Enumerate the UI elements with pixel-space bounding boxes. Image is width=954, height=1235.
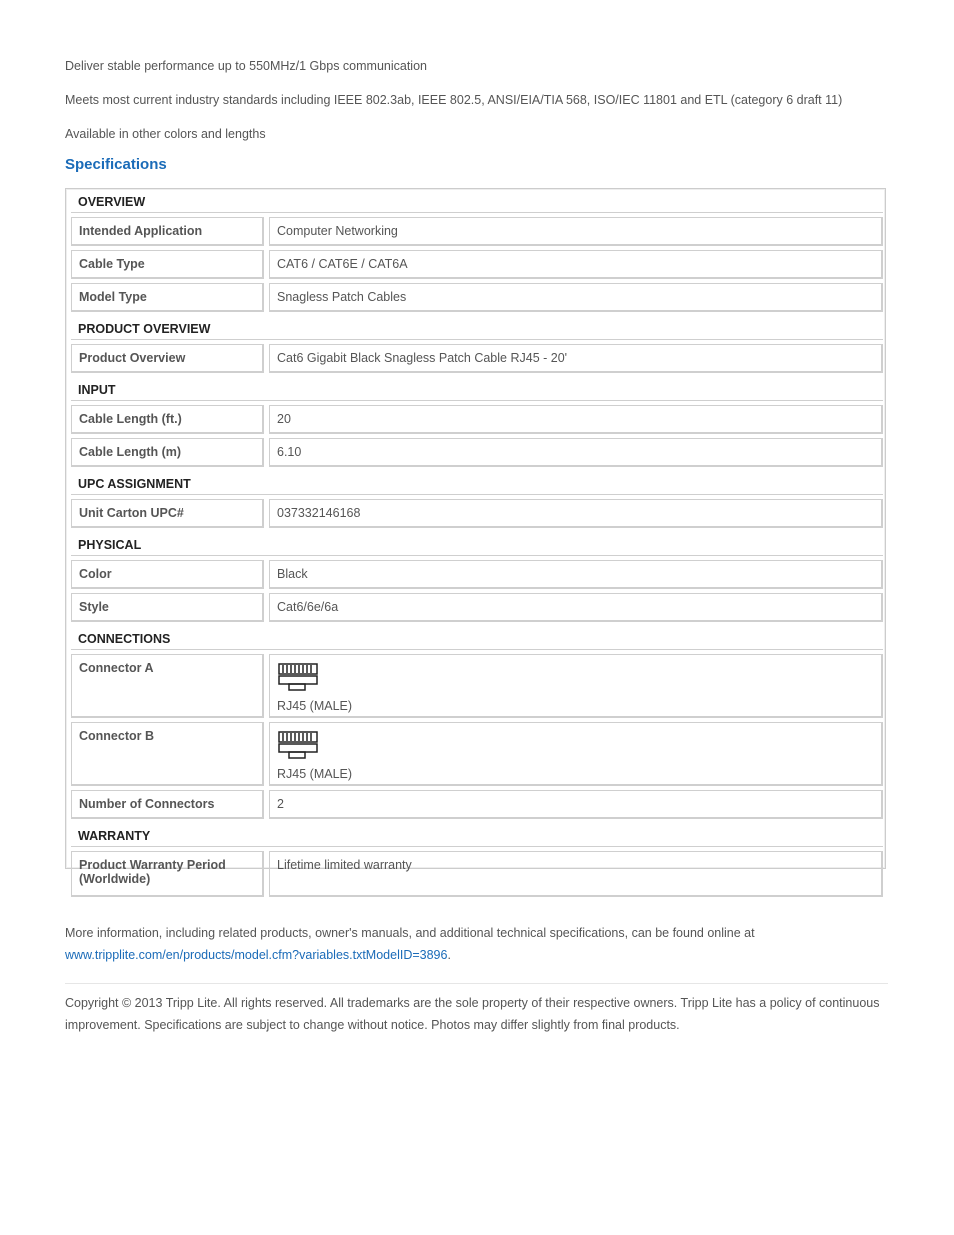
spec-row <box>71 217 883 246</box>
spec-label: Number of Connectors <box>71 790 264 819</box>
spec-label: Style <box>71 593 264 622</box>
spec-value: 6.10 <box>269 438 883 467</box>
spec-value: CAT6 / CAT6E / CAT6A <box>269 250 883 279</box>
spec-row <box>71 283 883 312</box>
section-physical: PHYSICAL <box>71 532 883 556</box>
spec-row <box>71 250 883 279</box>
spec-label: Intended Application <box>71 217 264 246</box>
spec-label: Unit Carton UPC# <box>71 499 264 528</box>
spec-value: Snagless Patch Cables <box>269 283 883 312</box>
intro-line-standards: Meets most current industry standards including IEEE 802.3ab, IEEE 802.5, ANSI/EIA/TIA 568, ISO/IEC 11801 and ETL (category 6 draft 11) <box>65 93 843 107</box>
section-input: INPUT <box>71 377 883 401</box>
section-warranty: WARRANTY <box>71 823 883 847</box>
spec-value: 2 <box>269 790 883 819</box>
spec-row-connector-b <box>71 722 883 786</box>
spec-label: Cable Length (m) <box>71 438 264 467</box>
product-page-link[interactable]: www.tripplite.com/en/products/model.cfm?variables.txtModelID=3896 <box>65 948 448 962</box>
more-information-period: . <box>447 948 451 962</box>
spec-value: Computer Networking <box>269 217 883 246</box>
spec-row <box>71 560 883 589</box>
connector-a-value: RJ45 (MALE) <box>277 699 353 713</box>
rj45-connector-icon <box>277 730 319 764</box>
spec-row <box>71 790 883 819</box>
section-overview: OVERVIEW <box>71 189 883 213</box>
section-product-overview: PRODUCT OVERVIEW <box>71 316 883 340</box>
intro-line-performance: Deliver stable performance up to 550MHz/1 Gbps communication <box>65 59 427 73</box>
spec-row <box>71 344 883 373</box>
spec-row <box>71 593 883 622</box>
copyright-notice: Copyright © 2013 Tripp Lite. All rights reserved. All trademarks are the sole property of their respective owners. Tripp Lite has a policy of continuous improvement. Specifications are subject to change without notice. Photos may differ slightly from final products. <box>65 996 880 1032</box>
specifications-heading: Specifications <box>65 156 167 173</box>
section-upc-assignment: UPC ASSIGNMENT <box>71 471 883 495</box>
spec-value: Cat6/6e/6a <box>269 593 883 622</box>
more-information-text: More information, including related products, owner's manuals, and additional technical specifications, can be found online at <box>65 926 755 940</box>
divider <box>65 983 888 984</box>
spec-row <box>71 438 883 467</box>
intro-line-availability: Available in other colors and lengths <box>65 127 266 141</box>
spec-row-connector-a <box>71 654 883 718</box>
spec-label: Color <box>71 560 264 589</box>
spec-value: Black <box>269 560 883 589</box>
spec-label: Connector A <box>71 654 264 718</box>
spec-value: 20 <box>269 405 883 434</box>
section-connections: CONNECTIONS <box>71 626 883 650</box>
spec-row <box>71 499 883 528</box>
rj45-connector-icon <box>277 662 319 696</box>
spec-value <box>269 722 883 786</box>
spec-label: Product Overview <box>71 344 264 373</box>
connector-b-value: RJ45 (MALE) <box>277 767 353 781</box>
spec-value <box>269 654 883 718</box>
spec-value: 037332146168 <box>269 499 883 528</box>
spec-row <box>71 851 883 897</box>
specifications-table <box>65 188 886 886</box>
spec-row <box>71 405 883 434</box>
spec-value: Cat6 Gigabit Black Snagless Patch Cable RJ45 - 20' <box>269 344 883 373</box>
spec-label: Model Type <box>71 283 264 312</box>
spec-value: Lifetime limited warranty <box>269 851 883 897</box>
more-information <box>65 922 888 966</box>
spec-label: Cable Type <box>71 250 264 279</box>
spec-label: Cable Length (ft.) <box>71 405 264 434</box>
spec-label: Connector B <box>71 722 264 786</box>
spec-label: Product Warranty Period (Worldwide) <box>71 851 264 897</box>
